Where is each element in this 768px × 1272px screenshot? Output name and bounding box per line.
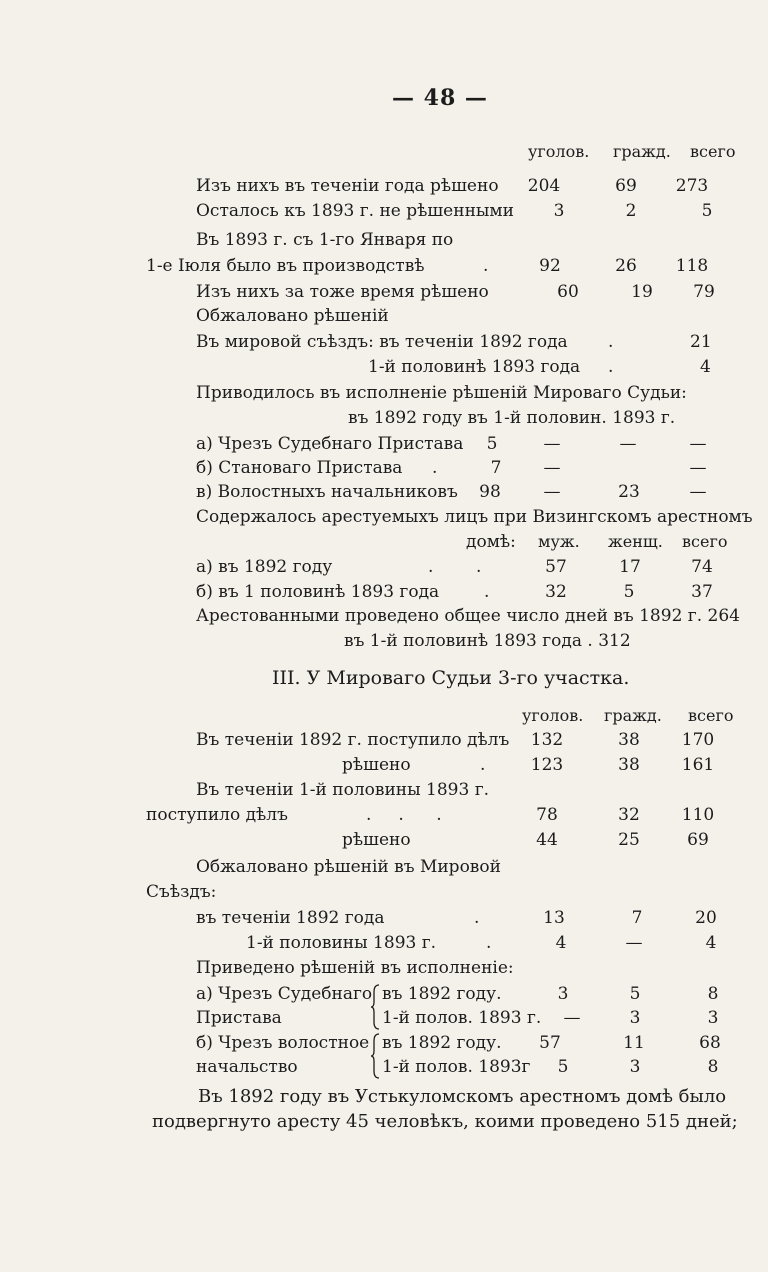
days-total: Арестованными проведено общее число дней въ 1892 г. 264	[196, 606, 740, 626]
row-label: рѣшено	[342, 830, 411, 850]
cell-value: 110	[681, 805, 715, 825]
cell-value: —	[689, 458, 707, 478]
cell-value: 60	[557, 282, 579, 302]
cell-value: 123	[530, 755, 564, 775]
cell-value: 69	[687, 830, 709, 850]
cell-value: —	[689, 482, 707, 502]
cell-value: 32	[545, 582, 567, 602]
cell-value: 273	[675, 176, 709, 196]
cell-value: 7	[631, 908, 643, 928]
dot: .	[483, 256, 489, 276]
col-header-total: всего	[690, 142, 736, 161]
dots: . . .	[366, 805, 442, 825]
row-label: Въ теченіи 1892 г. поступило дѣлъ	[196, 730, 510, 750]
row-label: в) Волостныхъ начальниковъ	[196, 482, 458, 502]
cell-value: 132	[530, 730, 564, 750]
bracket-1	[370, 984, 382, 1030]
cell-value: 3	[557, 984, 569, 1004]
row-label: поступило дѣлъ	[146, 805, 288, 825]
cell-value: 79	[693, 282, 715, 302]
cell-value: 11	[623, 1033, 645, 1053]
cell-value: —	[619, 434, 637, 454]
detention-heading: Содержалось арестуемыхъ лицъ при Визингскомъ арестномъ	[196, 507, 753, 527]
col-header-criminal: уголов.	[522, 706, 584, 725]
section-title: III. У Мироваго Судьи 3-го участка.	[272, 667, 630, 689]
dot: .	[432, 458, 438, 478]
row-label: 1-е Іюля было въ производствѣ	[146, 256, 425, 276]
cell-value: 8	[707, 1057, 719, 1077]
dot: .	[476, 557, 482, 577]
cell-value: 204	[527, 176, 561, 196]
cell-value: 78	[536, 805, 558, 825]
cell-value: 3	[629, 1008, 641, 1028]
cell-value: 37	[691, 582, 713, 602]
row-label: б) въ 1 половинѣ 1893 года	[196, 582, 440, 602]
cell-value: 3	[707, 1008, 719, 1028]
dot: .	[474, 908, 480, 928]
dot: .	[608, 357, 614, 377]
cell-value: 23	[618, 482, 640, 502]
row-label: б) Становаго Пристава	[196, 458, 403, 478]
bracket-2	[370, 1033, 382, 1079]
cell-value: 92	[539, 256, 561, 276]
row-sublabel: 1-й полов. 1893г	[382, 1057, 531, 1077]
row-label: Изъ нихъ въ теченіи года рѣшено	[196, 176, 499, 196]
detention-heading-cont: домѣ:	[466, 532, 516, 552]
cell-value: 7	[490, 458, 502, 478]
col-header-total: всего	[682, 532, 728, 551]
enforcement-heading: Приведено рѣшеній въ исполненіе:	[196, 958, 514, 978]
row-label: Изъ нихъ за тоже время рѣшено	[196, 282, 489, 302]
cell-value: 4	[555, 933, 567, 953]
cell-value: 13	[543, 908, 565, 928]
appeals-heading-cont: Съѣздъ:	[146, 882, 217, 902]
row-label: 1-й половинѣ 1893 года	[368, 357, 581, 377]
row-label: а) въ 1892 году	[196, 557, 333, 577]
dot: .	[486, 933, 492, 953]
col-header-total: всего	[688, 706, 734, 725]
cell-value: 170	[681, 730, 715, 750]
row-label: Пристава	[196, 1008, 282, 1028]
appeals-heading: Обжаловано рѣшеній	[196, 306, 389, 326]
cell-value: —	[689, 434, 707, 454]
enforcement-heading: Приводилось въ исполненіе рѣшеній Мироваго Судьи:	[196, 383, 687, 403]
closing-line-2: подвергнуто аресту 45 человѣкъ, коими проведено 515 дней;	[152, 1111, 738, 1132]
dot: .	[428, 557, 434, 577]
cell-value: 68	[699, 1033, 721, 1053]
days-half: въ 1-й половинѣ 1893 года . 312	[344, 631, 631, 651]
cell-value: —	[543, 458, 561, 478]
cell-value: 57	[545, 557, 567, 577]
cell-value: 118	[675, 256, 709, 276]
row-label: Въ 1893 г. съ 1-го Января по	[196, 230, 454, 250]
cell-value: 5	[701, 201, 713, 221]
cell-value: 5	[629, 984, 641, 1004]
cell-value: 38	[618, 730, 640, 750]
appeals-heading: Обжаловано рѣшеній въ Мировой	[196, 857, 501, 877]
dot: .	[484, 582, 490, 602]
dot: .	[480, 755, 486, 775]
cell-value: 69	[615, 176, 637, 196]
row-label: 1-й половины 1893 г.	[246, 933, 437, 953]
cell-value: 3	[553, 201, 565, 221]
cell-value: 17	[619, 557, 641, 577]
row-label: а) Чрезъ Судебнаго	[196, 984, 373, 1004]
cell-value: —	[543, 434, 561, 454]
cell-value: —	[563, 1008, 581, 1028]
cell-value: 98	[479, 482, 501, 502]
cell-value: 5	[557, 1057, 569, 1077]
cell-value: —	[543, 482, 561, 502]
col-header-female: женщ.	[608, 532, 663, 551]
cell-value: 4	[700, 357, 711, 377]
cell-value: 21	[690, 332, 712, 352]
cell-value: 5	[623, 582, 635, 602]
closing-line-1: Въ 1892 году въ Устькуломскомъ арестномъ домѣ было	[198, 1086, 727, 1107]
dot: .	[608, 332, 614, 352]
cell-value: 19	[631, 282, 653, 302]
page-number: — 48 —	[392, 85, 488, 111]
row-label: Осталось къ 1893 г. не рѣшенными	[196, 201, 514, 221]
cell-value: 2	[625, 201, 637, 221]
cell-value: 74	[691, 557, 713, 577]
col-header-civil: гражд.	[604, 706, 662, 725]
cell-value: 8	[707, 984, 719, 1004]
cell-value: 38	[618, 755, 640, 775]
cell-value: 32	[618, 805, 640, 825]
cell-value: 161	[681, 755, 715, 775]
row-label: начальство	[196, 1057, 298, 1077]
cell-value: 57	[539, 1033, 561, 1053]
enforcement-subheading: въ 1892 году въ 1-й половин. 1893 г.	[348, 408, 676, 428]
row-label: Въ теченіи 1-й половины 1893 г.	[196, 780, 490, 800]
row-label: въ теченіи 1892 года	[196, 908, 385, 928]
row-label: а) Чрезъ Судебнаго Пристава	[196, 434, 464, 454]
row-sublabel: въ 1892 году.	[382, 1033, 502, 1053]
cell-value: 5	[486, 434, 498, 454]
cell-value: 44	[536, 830, 558, 850]
row-sublabel: 1-й полов. 1893 г.	[382, 1008, 542, 1028]
cell-value: 26	[615, 256, 637, 276]
col-header-civil: гражд.	[613, 142, 671, 161]
row-label: б) Чрезъ волостное	[196, 1033, 370, 1053]
row-label: Въ мировой съѣздъ: въ теченіи 1892 года	[196, 332, 568, 352]
row-label: рѣшено	[342, 755, 411, 775]
row-sublabel: въ 1892 году.	[382, 984, 502, 1004]
cell-value: 25	[618, 830, 640, 850]
col-header-male: муж.	[538, 532, 580, 551]
cell-value: —	[625, 933, 643, 953]
col-header-criminal: уголов.	[528, 142, 590, 161]
cell-value: 3	[629, 1057, 641, 1077]
cell-value: 4	[705, 933, 717, 953]
cell-value: 20	[695, 908, 717, 928]
